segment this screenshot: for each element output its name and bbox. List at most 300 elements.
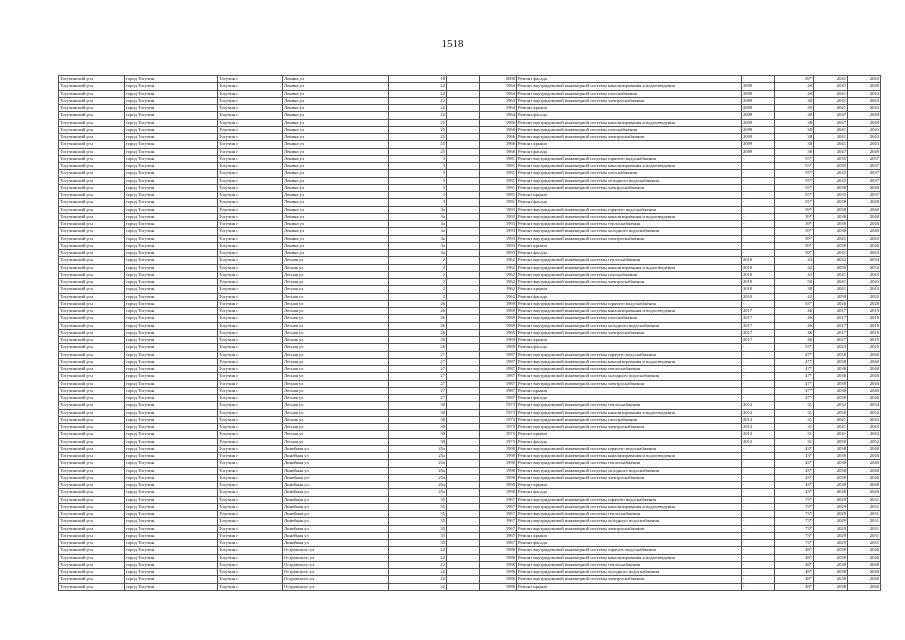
cell-locality: Тогучин г bbox=[218, 547, 283, 554]
cell-settlement: город Тогучин bbox=[125, 126, 218, 133]
cell-house-number: 22 bbox=[389, 90, 447, 97]
cell-settlement: город Тогучин bbox=[125, 279, 218, 286]
cell-wear-percent: 38 bbox=[775, 148, 814, 155]
cell-plan-end-year: 2049 bbox=[848, 148, 881, 155]
cell-house-number: 25 bbox=[389, 148, 447, 155]
cell-work-type: Ремонт фасада bbox=[517, 489, 742, 496]
cell-wear-percent: 29* bbox=[775, 76, 814, 83]
cell-last-repair-year: 2017 bbox=[742, 308, 775, 315]
cell-work-type: Ремонт внутридомовой инженерной системы канализирования и водоотведения bbox=[517, 308, 742, 315]
cell-work-type: Ремонт внутридомовой инженерной системы горячего водоснабжения bbox=[517, 496, 742, 503]
cell-plan-start-year: 2038 bbox=[814, 358, 848, 365]
cell-locality: Тогучин г bbox=[218, 141, 283, 148]
cell-district: Тогучинский р-н bbox=[59, 358, 125, 365]
cell-locality: Тогучин г bbox=[218, 126, 283, 133]
cell-work-type: Ремонт внутридомовой инженерной системы электроснабжения bbox=[517, 329, 742, 336]
cell-build-year: 1967 bbox=[480, 496, 517, 503]
cell-last-repair-year: 2009 bbox=[742, 105, 775, 112]
cell-housing bbox=[447, 126, 480, 133]
cell-work-type: Ремонт внутридомовой инженерной системы электроснабжения bbox=[517, 576, 742, 583]
cell-plan-start-year: 2035 bbox=[814, 192, 848, 199]
cell-work-type: Ремонт крыши bbox=[517, 192, 742, 199]
cell-plan-start-year: 2038 bbox=[814, 583, 848, 590]
cell-house-number: 3 bbox=[389, 192, 447, 199]
cell-last-repair-year: - bbox=[742, 366, 775, 373]
cell-street: Лесная ул bbox=[283, 329, 389, 336]
cell-housing bbox=[447, 337, 480, 344]
cell-locality: Тогучин г bbox=[218, 344, 283, 351]
cell-build-year: 1981 bbox=[480, 192, 517, 199]
cell-settlement: город Тогучин bbox=[125, 576, 218, 583]
cell-wear-percent: 55* bbox=[775, 155, 814, 162]
table-row bbox=[59, 126, 881, 133]
cell-locality: Тогучин г bbox=[218, 112, 283, 119]
cell-district: Тогучинский р-н bbox=[59, 409, 125, 416]
cell-wear-percent: 31 bbox=[775, 402, 814, 409]
cell-housing bbox=[447, 184, 480, 191]
cell-build-year: 1962 bbox=[480, 279, 517, 286]
cell-last-repair-year: - bbox=[742, 482, 775, 489]
cell-plan-end-year: 2043 bbox=[848, 141, 881, 148]
cell-wear-percent: 43 bbox=[775, 293, 814, 300]
cell-house-number: 27 bbox=[389, 358, 447, 365]
cell-settlement: город Тогучин bbox=[125, 83, 218, 90]
cell-plan-end-year: 2031 bbox=[848, 511, 881, 518]
cell-settlement: город Тогучин bbox=[125, 445, 218, 452]
cell-wear-percent: 47* bbox=[775, 358, 814, 365]
cell-wear-percent: 48* bbox=[775, 554, 814, 561]
cell-plan-end-year: 2040 bbox=[848, 395, 881, 402]
cell-settlement: город Тогучин bbox=[125, 511, 218, 518]
cell-housing bbox=[447, 387, 480, 394]
cell-wear-percent: 73* bbox=[775, 525, 814, 532]
cell-district: Тогучинский р-н bbox=[59, 293, 125, 300]
cell-house-number: 22 bbox=[389, 569, 447, 576]
cell-settlement: город Тогучин bbox=[125, 170, 218, 177]
cell-settlement: город Тогучин bbox=[125, 467, 218, 474]
cell-build-year: 1969 bbox=[480, 344, 517, 351]
cell-build-year: 1987 bbox=[480, 358, 517, 365]
cell-plan-start-year: 2047 bbox=[814, 119, 848, 126]
cell-wear-percent: 43* bbox=[775, 453, 814, 460]
table-row bbox=[59, 177, 881, 184]
cell-house-number: 18 bbox=[389, 76, 447, 83]
cell-work-type: Ремонт внутридомовой инженерной системы газоснабжения bbox=[517, 271, 742, 278]
cell-street: Лесная ул bbox=[283, 322, 389, 329]
cell-housing bbox=[447, 105, 480, 112]
cell-plan-start-year: 2050 bbox=[814, 409, 848, 416]
cell-work-type: Ремонт внутридомовой инженерной системы электроснабжения bbox=[517, 474, 742, 481]
cell-locality: Тогучин г bbox=[218, 329, 283, 336]
cell-plan-start-year: 2029 bbox=[814, 518, 848, 525]
cell-plan-end-year: 2043 bbox=[848, 250, 881, 257]
cell-plan-end-year: 2043 bbox=[848, 126, 881, 133]
cell-plan-end-year: 2043 bbox=[848, 97, 881, 104]
cell-settlement: город Тогучин bbox=[125, 221, 218, 228]
cell-street: Лесная ул bbox=[283, 424, 389, 431]
cell-last-repair-year: 2010 bbox=[742, 264, 775, 271]
cell-wear-percent: 40 bbox=[775, 105, 814, 112]
cell-locality: Тогучин г bbox=[218, 482, 283, 489]
cell-plan-start-year: 2041 bbox=[814, 76, 848, 83]
cell-plan-end-year: 2034 bbox=[848, 402, 881, 409]
cell-plan-start-year: 2029 bbox=[814, 540, 848, 547]
cell-district: Тогучинский р-н bbox=[59, 453, 125, 460]
cell-district: Тогучинский р-н bbox=[59, 155, 125, 162]
cell-housing bbox=[447, 286, 480, 293]
cell-district: Тогучинский р-н bbox=[59, 554, 125, 561]
cell-plan-end-year: 2040 bbox=[848, 242, 881, 249]
cell-wear-percent: 48* bbox=[775, 547, 814, 554]
cell-settlement: город Тогучин bbox=[125, 416, 218, 423]
cell-work-type: Ремонт внутридомовой инженерной системы холодного водоснабжения bbox=[517, 177, 742, 184]
cell-locality: Тогучин г bbox=[218, 467, 283, 474]
cell-work-type: Ремонт крыши bbox=[517, 105, 742, 112]
cell-housing bbox=[447, 170, 480, 177]
cell-work-type: Ремонт внутридомовой инженерной системы горячего водоснабжения bbox=[517, 351, 742, 358]
cell-settlement: город Тогучин bbox=[125, 119, 218, 126]
cell-build-year: 1993 bbox=[480, 228, 517, 235]
cell-street: Ленина ул bbox=[283, 119, 389, 126]
cell-wear-percent: 38 bbox=[775, 119, 814, 126]
cell-locality: Тогучин г bbox=[218, 177, 283, 184]
cell-locality: Тогучин г bbox=[218, 235, 283, 242]
cell-build-year: 1966 bbox=[480, 134, 517, 141]
cell-housing bbox=[447, 380, 480, 387]
table-row bbox=[59, 387, 881, 394]
cell-settlement: город Тогучин bbox=[125, 561, 218, 568]
cell-plan-end-year: 2040 bbox=[848, 583, 881, 590]
cell-plan-end-year: 2040 bbox=[848, 474, 881, 481]
cell-build-year: 1993 bbox=[480, 206, 517, 213]
cell-plan-end-year: 2040 bbox=[848, 228, 881, 235]
cell-settlement: город Тогучин bbox=[125, 358, 218, 365]
cell-plan-start-year: 2041 bbox=[814, 141, 848, 148]
cell-housing bbox=[447, 453, 480, 460]
cell-locality: Тогучин г bbox=[218, 496, 283, 503]
cell-plan-start-year: 2017 bbox=[814, 329, 848, 336]
cell-wear-percent: 39* bbox=[775, 221, 814, 228]
cell-housing bbox=[447, 155, 480, 162]
cell-locality: Тогучин г bbox=[218, 279, 283, 286]
cell-district: Тогучинский р-н bbox=[59, 221, 125, 228]
cell-locality: Тогучин г bbox=[218, 221, 283, 228]
cell-locality: Тогучин г bbox=[218, 308, 283, 315]
cell-last-repair-year: 2017 bbox=[742, 337, 775, 344]
cell-house-number: 26 bbox=[389, 300, 447, 307]
cell-settlement: город Тогучин bbox=[125, 112, 218, 119]
table-row bbox=[59, 264, 881, 271]
cell-settlement: город Тогучин bbox=[125, 242, 218, 249]
cell-build-year: 1967 bbox=[480, 518, 517, 525]
cell-housing bbox=[447, 409, 480, 416]
cell-house-number: 2 bbox=[389, 286, 447, 293]
cell-build-year: 1964 bbox=[480, 83, 517, 90]
cell-district: Тогучинский р-н bbox=[59, 90, 125, 97]
cell-housing bbox=[447, 525, 480, 532]
cell-settlement: город Тогучин bbox=[125, 337, 218, 344]
cell-housing bbox=[447, 358, 480, 365]
cell-housing bbox=[447, 467, 480, 474]
cell-work-type: Ремонт фасада bbox=[517, 395, 742, 402]
table-row bbox=[59, 409, 881, 416]
cell-house-number: 25а bbox=[389, 467, 447, 474]
cell-district: Тогучинский р-н bbox=[59, 511, 125, 518]
cell-build-year: 1981 bbox=[480, 184, 517, 191]
cell-plan-end-year: 2043 bbox=[848, 76, 881, 83]
cell-work-type: Ремонт внутридомовой инженерной системы горячего водоснабжения bbox=[517, 155, 742, 162]
cell-plan-end-year: 2043 bbox=[848, 235, 881, 242]
cell-plan-end-year: 2043 bbox=[848, 279, 881, 286]
cell-locality: Тогучин г bbox=[218, 228, 283, 235]
cell-settlement: город Тогучин bbox=[125, 250, 218, 257]
cell-locality: Тогучин г bbox=[218, 366, 283, 373]
cell-work-type: Ремонт внутридомовой инженерной системы канализирования и водоотведения bbox=[517, 409, 742, 416]
cell-work-type: Ремонт фасада bbox=[517, 438, 742, 445]
cell-build-year: 1987 bbox=[480, 380, 517, 387]
cell-housing bbox=[447, 489, 480, 496]
cell-settlement: город Тогучин bbox=[125, 308, 218, 315]
cell-housing bbox=[447, 518, 480, 525]
cell-housing bbox=[447, 496, 480, 503]
cell-house-number: 26 bbox=[389, 337, 447, 344]
cell-wear-percent: 43* bbox=[775, 474, 814, 481]
table-row bbox=[59, 445, 881, 452]
table-row bbox=[59, 293, 881, 300]
cell-district: Тогучинский р-н bbox=[59, 438, 125, 445]
cell-build-year: 1986 bbox=[480, 554, 517, 561]
cell-plan-start-year: 2029 bbox=[814, 525, 848, 532]
cell-build-year: 1966 bbox=[480, 119, 517, 126]
cell-house-number: 25а bbox=[389, 489, 447, 496]
cell-house-number: 3 bbox=[389, 184, 447, 191]
cell-wear-percent: 73* bbox=[775, 540, 814, 547]
cell-plan-start-year: 2029 bbox=[814, 496, 848, 503]
cell-work-type: Ремонт внутридомовой инженерной системы теплоснабжения bbox=[517, 561, 742, 568]
cell-build-year: 1993 bbox=[480, 221, 517, 228]
table-row bbox=[59, 329, 881, 336]
cell-settlement: город Тогучин bbox=[125, 235, 218, 242]
cell-work-type: Ремонт внутридомовой инженерной системы холодного водоснабжения bbox=[517, 518, 742, 525]
cell-plan-end-year: 2040 bbox=[848, 561, 881, 568]
cell-street: Ленина ул bbox=[283, 112, 389, 119]
cell-plan-start-year: 2038 bbox=[814, 387, 848, 394]
cell-street: Лесная ул bbox=[283, 373, 389, 380]
table-row bbox=[59, 554, 881, 561]
page-number: 1518 bbox=[441, 38, 464, 50]
cell-last-repair-year: - bbox=[742, 235, 775, 242]
cell-locality: Тогучин г bbox=[218, 192, 283, 199]
cell-plan-end-year: 2019 bbox=[848, 329, 881, 336]
cell-wear-percent: 55* bbox=[775, 199, 814, 206]
cell-settlement: город Тогучин bbox=[125, 322, 218, 329]
cell-district: Тогучинский р-н bbox=[59, 228, 125, 235]
cell-plan-start-year: 2017 bbox=[814, 337, 848, 344]
table-row bbox=[59, 525, 881, 532]
cell-work-type: Ремонт внутридомовой инженерной системы канализирования и водоотведения bbox=[517, 503, 742, 510]
cell-house-number: 2 bbox=[389, 257, 447, 264]
cell-locality: Тогучин г bbox=[218, 474, 283, 481]
cell-settlement: город Тогучин bbox=[125, 271, 218, 278]
cell-build-year: 1990 bbox=[480, 460, 517, 467]
cell-locality: Тогучин г bbox=[218, 576, 283, 583]
cell-settlement: город Тогучин bbox=[125, 206, 218, 213]
cell-plan-start-year: 2038 bbox=[814, 467, 848, 474]
cell-last-repair-year: - bbox=[742, 540, 775, 547]
cell-locality: Тогучин г bbox=[218, 438, 283, 445]
cell-street: Линейная ул bbox=[283, 460, 389, 467]
cell-build-year: 1986 bbox=[480, 569, 517, 576]
cell-housing bbox=[447, 366, 480, 373]
cell-district: Тогучинский р-н bbox=[59, 387, 125, 394]
cell-settlement: город Тогучин bbox=[125, 76, 218, 83]
cell-last-repair-year: 2010 bbox=[742, 271, 775, 278]
cell-street: Ленина ул bbox=[283, 192, 389, 199]
cell-district: Тогучинский р-н bbox=[59, 148, 125, 155]
table-row bbox=[59, 467, 881, 474]
cell-plan-end-year: 2043 bbox=[848, 90, 881, 97]
cell-plan-start-year: 2032 bbox=[814, 402, 848, 409]
cell-housing bbox=[447, 213, 480, 220]
cell-district: Тогучинский р-н bbox=[59, 286, 125, 293]
cell-street: Лесная ул bbox=[283, 337, 389, 344]
cell-plan-start-year: 2047 bbox=[814, 83, 848, 90]
cell-house-number: 35 bbox=[389, 496, 447, 503]
cell-street: Ленина ул bbox=[283, 228, 389, 235]
cell-last-repair-year: - bbox=[742, 351, 775, 358]
cell-locality: Тогучин г bbox=[218, 561, 283, 568]
cell-district: Тогучинский р-н bbox=[59, 540, 125, 547]
cell-housing bbox=[447, 300, 480, 307]
cell-last-repair-year: 2012 bbox=[742, 438, 775, 445]
cell-housing bbox=[447, 148, 480, 155]
table-row bbox=[59, 141, 881, 148]
cell-housing bbox=[447, 308, 480, 315]
cell-housing bbox=[447, 344, 480, 351]
table-row bbox=[59, 242, 881, 249]
table-body bbox=[59, 76, 881, 591]
cell-last-repair-year: 2012 bbox=[742, 409, 775, 416]
cell-wear-percent: 48* bbox=[775, 583, 814, 590]
cell-locality: Тогучин г bbox=[218, 380, 283, 387]
cell-street: Лесная ул bbox=[283, 264, 389, 271]
cell-house-number: 25 bbox=[389, 134, 447, 141]
cell-plan-start-year: 2038 bbox=[814, 445, 848, 452]
cell-settlement: город Тогучин bbox=[125, 409, 218, 416]
cell-house-number: 25а bbox=[389, 453, 447, 460]
cell-plan-start-year: 2041 bbox=[814, 134, 848, 141]
cell-work-type: Ремонт внутридомовой инженерной системы электроснабжения bbox=[517, 184, 742, 191]
cell-plan-end-year: 2043 bbox=[848, 105, 881, 112]
cell-plan-start-year: 2035 bbox=[814, 177, 848, 184]
cell-build-year: 1981 bbox=[480, 177, 517, 184]
cell-housing bbox=[447, 264, 480, 271]
cell-plan-end-year: 2040 bbox=[848, 380, 881, 387]
cell-locality: Тогучин г bbox=[218, 206, 283, 213]
cell-housing bbox=[447, 257, 480, 264]
cell-house-number: 35 bbox=[389, 518, 447, 525]
cell-build-year: 1990 bbox=[480, 453, 517, 460]
cell-work-type: Ремонт крыши bbox=[517, 482, 742, 489]
cell-housing bbox=[447, 192, 480, 199]
cell-work-type: Ремонт внутридомовой инженерной системы канализирования и водоотведения bbox=[517, 119, 742, 126]
cell-street: Лесная ул bbox=[283, 395, 389, 402]
cell-wear-percent: 31 bbox=[775, 431, 814, 438]
cell-district: Тогучинский р-н bbox=[59, 402, 125, 409]
cell-housing bbox=[447, 416, 480, 423]
cell-district: Тогучинский р-н bbox=[59, 366, 125, 373]
cell-work-type: Ремонт внутридомовой инженерной системы теплоснабжения bbox=[517, 511, 742, 518]
cell-settlement: город Тогучин bbox=[125, 431, 218, 438]
cell-plan-end-year: 2040 bbox=[848, 206, 881, 213]
table-row bbox=[59, 90, 881, 97]
cell-build-year: 1986 bbox=[480, 576, 517, 583]
table-row bbox=[59, 460, 881, 467]
cell-work-type: Ремонт внутридомовой инженерной системы канализирования и водоотведения bbox=[517, 358, 742, 365]
cell-wear-percent: 38 bbox=[775, 286, 814, 293]
cell-last-repair-year: 2012 bbox=[742, 402, 775, 409]
cell-plan-start-year: 2041 bbox=[814, 235, 848, 242]
cell-plan-end-year: 2031 bbox=[848, 503, 881, 510]
cell-plan-start-year: 2038 bbox=[814, 351, 848, 358]
cell-plan-end-year: 2034 bbox=[848, 257, 881, 264]
cell-housing bbox=[447, 315, 480, 322]
cell-plan-end-year: 2040 bbox=[848, 489, 881, 496]
cell-plan-start-year: 2017 bbox=[814, 315, 848, 322]
table-row bbox=[59, 358, 881, 365]
cell-work-type: Ремонт фасада bbox=[517, 148, 742, 155]
cell-locality: Тогучин г bbox=[218, 199, 283, 206]
cell-district: Тогучинский р-н bbox=[59, 308, 125, 315]
cell-build-year: 1973 bbox=[480, 424, 517, 431]
cell-build-year: 1981 bbox=[480, 155, 517, 162]
cell-wear-percent: 31 bbox=[775, 409, 814, 416]
cell-build-year: 1987 bbox=[480, 387, 517, 394]
cell-locality: Тогучин г bbox=[218, 97, 283, 104]
cell-house-number: 3а bbox=[389, 228, 447, 235]
table-row bbox=[59, 315, 881, 322]
cell-settlement: город Тогучин bbox=[125, 141, 218, 148]
cell-settlement: город Тогучин bbox=[125, 344, 218, 351]
cell-wear-percent: 46 bbox=[775, 308, 814, 315]
cell-locality: Тогучин г bbox=[218, 358, 283, 365]
cell-build-year: 1986 bbox=[480, 583, 517, 590]
cell-settlement: город Тогучин bbox=[125, 583, 218, 590]
cell-last-repair-year: - bbox=[742, 199, 775, 206]
cell-district: Тогучинский р-н bbox=[59, 547, 125, 554]
cell-house-number: 25а bbox=[389, 474, 447, 481]
cell-district: Тогучинский р-н bbox=[59, 482, 125, 489]
cell-street: Линейная ул bbox=[283, 532, 389, 539]
cell-work-type: Ремонт внутридомовой инженерной системы электроснабжения bbox=[517, 134, 742, 141]
cell-district: Тогучинский р-н bbox=[59, 141, 125, 148]
cell-work-type: Ремонт внутридомовой инженерной системы горячего водоснабжения bbox=[517, 300, 742, 307]
cell-district: Тогучинский р-н bbox=[59, 264, 125, 271]
cell-plan-end-year: 2049 bbox=[848, 119, 881, 126]
table-row bbox=[59, 257, 881, 264]
cell-district: Тогучинский р-н bbox=[59, 279, 125, 286]
table-row bbox=[59, 76, 881, 83]
cell-house-number: 2 bbox=[389, 279, 447, 286]
cell-house-number: 25 bbox=[389, 119, 447, 126]
cell-last-repair-year: 2009 bbox=[742, 83, 775, 90]
cell-settlement: город Тогучин bbox=[125, 90, 218, 97]
cell-plan-end-year: 2040 bbox=[848, 482, 881, 489]
cell-house-number: 30 bbox=[389, 438, 447, 445]
cell-build-year: 1990 bbox=[480, 489, 517, 496]
table-row bbox=[59, 532, 881, 539]
cell-wear-percent: 43* bbox=[775, 482, 814, 489]
